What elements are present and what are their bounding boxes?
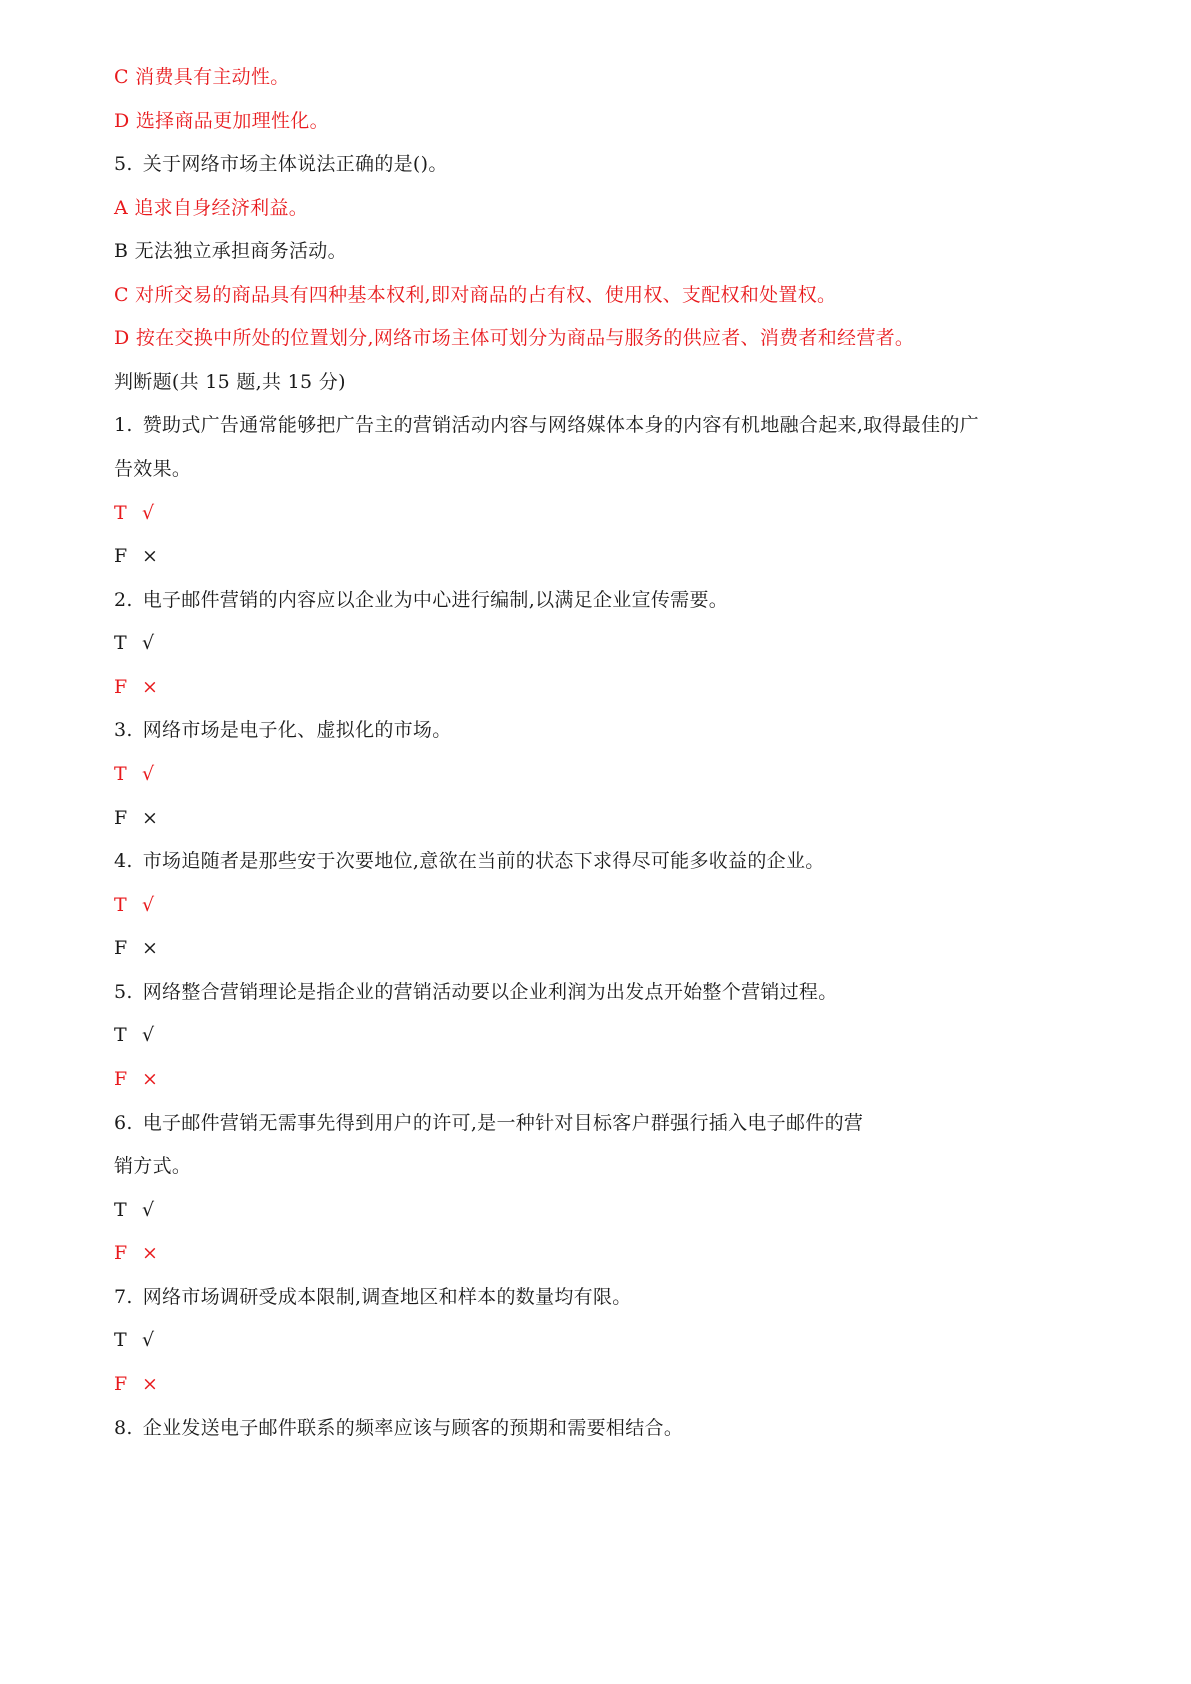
tf-q2-number: 2. [114,589,133,611]
q5-option-a: A 追求自身经济利益。 [114,197,309,219]
q5-option-b: B 无法独立承担商务活动。 [114,240,347,262]
tf-q6-true-option: T √ [114,1199,155,1221]
tf-q5-false-option: F × [114,1068,159,1090]
tf-q3-text: 网络市场是电子化、虚拟化的市场。 [142,719,452,741]
cross-mark-icon: × [142,676,159,698]
tf-q6-text: 电子邮件营销无需事先得到用户的许可,是一种针对目标客户群强行插入电子邮件的营 [142,1112,864,1134]
tf-q4-false-option: F × [114,937,159,959]
q4-option-c: C 消费具有主动性。 [114,66,290,88]
tf-q7-false-option: F × [114,1373,159,1395]
tf-q1-text: 赞助式广告通常能够把广告主的营销活动内容与网络媒体本身的内容有机地融合起来,取得最佳的广 [142,414,979,436]
tf-q5-true-option: T √ [114,1024,155,1046]
tf-q4-true-option: T √ [114,894,155,916]
cross-mark-icon: × [142,1068,159,1090]
tf-q1-stem [114,412,979,438]
tf-q7-number: 7. [114,1286,133,1308]
check-mark-icon: √ [142,1199,155,1221]
section-title: 判断题(共 15 题,共 15 分) [114,371,346,393]
cross-mark-icon: × [142,937,159,959]
check-mark-icon: √ [142,632,155,654]
tf-q2-false-option: F × [114,676,159,698]
tf-q2-stem [114,587,728,613]
cross-mark-icon: × [142,545,159,567]
tf-q3-false-option: F × [114,807,159,829]
cross-mark-icon: × [142,807,159,829]
tf-q6-stem [114,1110,863,1136]
tf-q2-text: 电子邮件营销的内容应以企业为中心进行编制,以满足企业宣传需要。 [142,589,729,611]
cross-mark-icon: × [142,1373,159,1395]
q4-option-d: D 选择商品更加理性化。 [114,110,329,132]
check-mark-icon: √ [142,894,155,916]
q5-stem [114,151,448,177]
tf-q1-false-option: F × [114,545,159,567]
tf-q4-number: 4. [114,850,133,872]
tf-q3-stem [114,717,452,743]
tf-q5-text: 网络整合营销理论是指企业的营销活动要以企业利润为出发点开始整个营销过程。 [142,981,838,1003]
tf-q8-text: 企业发送电子邮件联系的频率应该与顾客的预期和需要相结合。 [142,1417,684,1439]
check-mark-icon: √ [142,1329,155,1351]
tf-q6-false-option: F × [114,1242,159,1264]
tf-q7-text: 网络市场调研受成本限制,调查地区和样本的数量均有限。 [142,1286,632,1308]
tf-q3-number: 3. [114,719,133,741]
tf-q6-text-cont: 销方式。 [114,1155,192,1177]
tf-q4-text: 市场追随者是那些安于次要地位,意欲在当前的状态下求得尽可能多收益的企业。 [142,850,825,872]
tf-q2-true-option: T √ [114,632,155,654]
q5-option-c: C 对所交易的商品具有四种基本权利,即对商品的占有权、使用权、支配权和处置权。 [114,284,837,306]
cross-mark-icon: × [142,1242,159,1264]
tf-q1-text-cont: 告效果。 [114,458,192,480]
tf-q3-true-option: T √ [114,763,155,785]
check-mark-icon: √ [142,763,155,785]
tf-q1-true-option: T √ [114,502,155,524]
q5-option-d: D 按在交换中所处的位置划分,网络市场主体可划分为商品与服务的供应者、消费者和经营者。 [114,327,915,349]
q5-number: 5. [114,153,133,175]
tf-q5-stem [114,979,838,1005]
check-mark-icon: √ [142,1024,155,1046]
check-mark-icon: √ [142,502,155,524]
tf-q8-stem [114,1415,683,1441]
tf-q7-stem [114,1284,632,1310]
tf-q4-stem [114,848,825,874]
tf-q1-number: 1. [114,414,133,436]
tf-q5-number: 5. [114,981,133,1003]
tf-q6-number: 6. [114,1112,133,1134]
tf-q8-number: 8. [114,1417,133,1439]
tf-q7-true-option: T √ [114,1329,155,1351]
q5-text: 关于网络市场主体说法正确的是()。 [142,153,448,175]
